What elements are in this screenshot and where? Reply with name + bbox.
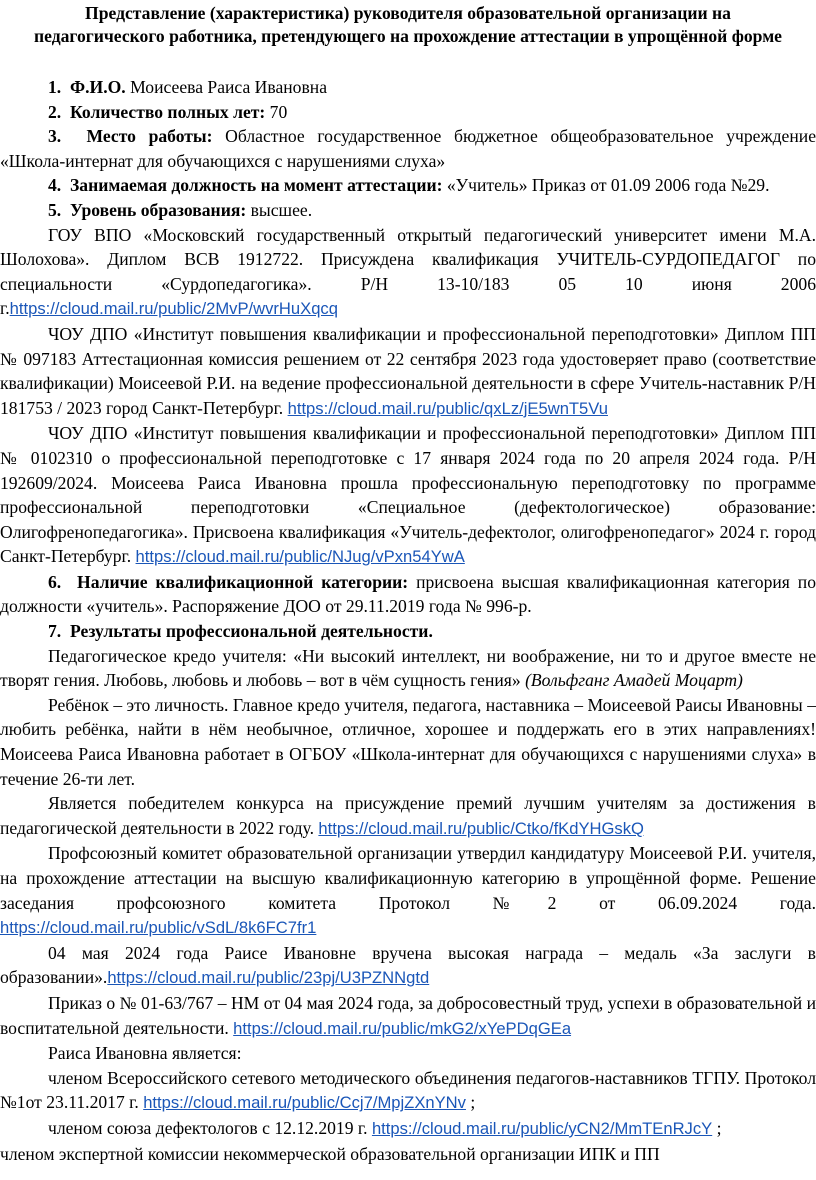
membership-link[interactable]: https://cloud.mail.ru/public/yCN2/MmTEnRJcY — [371, 1118, 713, 1138]
credo-paragraph: Педагогическое кредо учителя: «Ни высокий интеллект, ни воображение, ни то и другое вместе не творят гения. Любовь, любовь и любовь – вот в чём сущность гения» (Вольфганг Амадей Моцарт) — [0, 645, 816, 691]
item-position: 4. Занимаемая должность на момент аттестации: «Учитель» Приказ от 01.09 2006 года №29. — [48, 175, 770, 196]
education-paragraph-mentor: ЧОУ ДПО «Институт повышения квалификации и профессиональной переподготовки» Диплом ПП № 097183 Аттестационная комиссия решением от 22 сентября 2023 года удостоверяет право (соответствие квалификации) Моисеевой Р.И. на ведение профессиональной деятельности в сфере Учитель-наставник Р/Н 181753 / 2023 город Санкт-Петербург. https://cloud.mail.ru/public/qxLz/jE5wnT5Vu — [0, 323, 816, 418]
membership-item: членом экспертной комиссии некоммерческой образовательной организации ИПК и ПП — [0, 1143, 660, 1164]
order-link[interactable]: https://cloud.mail.ru/public/mkG2/xYePDqGEa — [233, 1018, 572, 1038]
diploma-link[interactable]: https://cloud.mail.ru/public/2MvP/wvrHuXqcq — [9, 299, 338, 319]
membership-item: членом Всероссийского сетевого методического объединения педагогов-наставников ТГПУ. Протокол №1от 23.11.2017 г. https://cloud.mail.ru/public/Ccj7/MpjZXnYNv ; — [0, 1067, 816, 1113]
union-paragraph: Профсоюзный комитет образовательной организации утвердил кандидатуру Моисеевой Р.И. учителя, на прохождение аттестации на высшую квалификационную категорию в упрощённой форме. Решение заседания профсоюзного комитета Протокол №2 от 06.09.2024 года. https://cloud.mail.ru/public/vSdL/8k6FC7fr1 — [0, 843, 816, 938]
item-label: Уровень образования: — [70, 199, 247, 220]
medal-paragraph: 04 мая 2024 года Раисе Ивановне вручена высокая награда – медаль «За заслуги в образовании».https://cloud.mail.ru/public/23pj/U3PZNNgtd — [0, 942, 816, 988]
medal-link[interactable]: https://cloud.mail.ru/public/23pj/U3PZNNgtd — [107, 968, 430, 988]
item-value: присвоена высшая квалификационная категория по должности «учитель». Распоряжение ДОО от 29.11.2019 года № 996-р. — [0, 571, 816, 617]
winner-link[interactable]: https://cloud.mail.ru/public/Ctko/fKdYHGskQ — [318, 818, 644, 838]
item-results-heading: 7. Результаты профессиональной деятельности. — [48, 621, 433, 642]
item-label: Количество полных лет: — [70, 101, 266, 122]
education-paragraph-retraining: ЧОУ ДПО «Институт повышения квалификации и профессиональной переподготовки» Диплом ПП № 0102310 о профессиональной переподготовке с 17 января 2024 года по 20 апреля 2024 года. Р/Н 192609/2024. Моисеева Раиса Ивановна прошла профессиональную переподготовку по программе профессиональной переподготовки «Специальное (дефектологическое) образование: Олигофренопедагогика». Присвоена квалификация «Учитель-дефектолог, олигофренопедагог» 2024 г. город Санкт-Петербург. https://cloud.mail.ru/public/NJug/vPxn54YwA — [0, 423, 816, 567]
item-label: Наличие квалификационной категории: — [77, 571, 409, 592]
item-value: Областное государственное бюджетное общеобразовательное учреждение «Школа-интернат для обучающихся с нарушениями слуха» — [0, 126, 816, 171]
document-title: Представление (характеристика) руководителя образовательной организации на педагогического работника, претендующего на прохождение аттестации в упрощённой форме — [34, 3, 782, 46]
item-education-level: 5. Уровень образования: высшее. — [48, 199, 313, 220]
item-value: Моисеева Раиса Ивановна — [125, 77, 328, 97]
item-category: 6. Наличие квалификационной категории: присвоена высшая квалификационная категория по должности «учитель». Распоряжение ДОО от 29.11.2019 года № 996-р. — [0, 571, 816, 617]
education-paragraph-university: ГОУ ВПО «Московский государственный открытый педагогический университет имени М.А. Шолохова». Диплом ВСВ 1912722. Присуждена квалификация УЧИТЕЛЬ-СУРДОПЕДАГОГ по специальности «Сурдопедагогика». Р/Н 13-10/183 05 10 июня 2006 г.https://cloud.mail.ru/public/2MvP/wvrHuXqcq — [0, 224, 816, 319]
child-paragraph: Ребёнок – это личность. Главное кредо учителя, педагога, наставника – Моисеевой Раисы Ивановны – любить ребёнка, найти в нём необычное, отличное, хорошее и поддержать его в этих направлениях! Моисеева Раиса Ивановна работает в ОГБОУ «Школа-интернат для обучающихся с нарушениями слуха» в течение 26-ти лет. — [0, 694, 816, 789]
item-fio: 1. Ф.И.О. Моисеева Раиса Ивановна — [48, 77, 328, 97]
item-value: 70 — [265, 101, 288, 122]
retraining-diploma-link[interactable]: https://cloud.mail.ru/public/NJug/vPxn54YwA — [135, 547, 465, 567]
item-label: Результаты профессиональной деятельности. — [70, 621, 433, 642]
membership-item: членом союза дефектологов с 12.12.2019 г. https://cloud.mail.ru/public/yCN2/MmTEnRJcY ; — [48, 1117, 722, 1138]
item-label: Занимаемая должность на момент аттестации: — [70, 175, 443, 196]
item-value: «Учитель» Приказ от 01.09 2006 года №29. — [442, 175, 770, 196]
item-value: высшее. — [246, 199, 313, 220]
winner-paragraph: Является победителем конкурса на присуждение премий лучшим учителям за достижения в педагогической деятельности в 2022 году. https://cloud.mail.ru/public/Ctko/fKdYHGskQ — [0, 793, 816, 838]
mentor-diploma-link[interactable]: https://cloud.mail.ru/public/qxLz/jE5wnT5Vu — [287, 398, 608, 418]
credo-author: (Вольфганг Амадей Моцарт) — [525, 670, 743, 691]
item-label: Ф.И.О. — [70, 77, 126, 97]
membership-intro: Раиса Ивановна является: — [48, 1043, 242, 1064]
membership-link[interactable]: https://cloud.mail.ru/public/Ccj7/MpjZXnYNv — [143, 1093, 466, 1113]
order-paragraph: Приказ о № 01-63/767 – НМ от 04 мая 2024 года, за добросовестный труд, успехи в образовательной и воспитательной деятельности. https://cloud.mail.ru/public/mkG2/xYePDqGEa — [0, 992, 816, 1038]
item-age: 2. Количество полных лет: 70 — [48, 101, 288, 122]
item-workplace: 3. Место работы: Областное государственное бюджетное общеобразовательное учреждение «Школа-интернат для обучающихся с нарушениями слуха» — [0, 126, 816, 171]
union-link[interactable]: https://cloud.mail.ru/public/vSdL/8k6FC7fr1 — [0, 918, 317, 938]
item-label: Место работы: — [86, 126, 213, 147]
